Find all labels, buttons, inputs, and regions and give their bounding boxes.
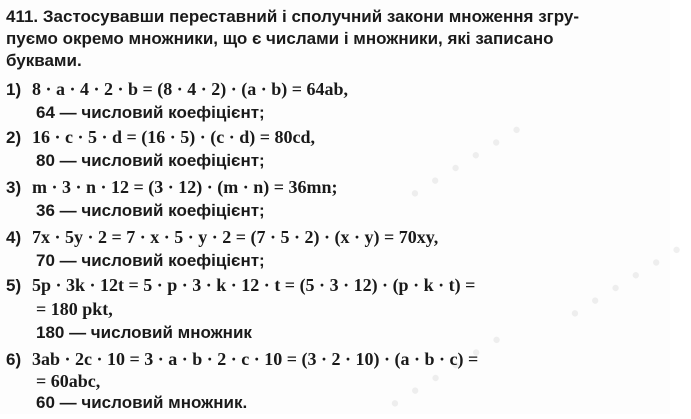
item-expression: 7x · 5y · 2 = 7 · x · 5 · y · 2 = (7 · 5 · 2) · (x · y) = 70xy, (32, 227, 439, 247)
problem-statement-line-1 (6, 6, 579, 28)
item-3-note: 36 — числовий коефіцієнт; (36, 201, 265, 220)
problem-text: Застосувавши переставний і сполучний закони множення згру- (42, 7, 579, 26)
item-6-continuation: = 60abc, (36, 371, 101, 391)
solution-item-1 (6, 78, 348, 101)
item-label: 5) (6, 276, 22, 295)
item-label: 4) (6, 228, 22, 247)
item-expression: 16 · c · 5 · d = (16 · 5) · (c · d) = 80cd, (32, 127, 316, 147)
item-label: 3) (6, 178, 22, 197)
item-expression: 8 · a · 4 · 2 · b = (8 · 4 · 2) · (a · b) = 64ab, (32, 79, 349, 99)
watermark: • • • • • • (563, 236, 691, 329)
problem-statement-line-3: буквами. (6, 51, 82, 70)
item-1-note: 64 — числовий коефіцієнт; (36, 103, 265, 122)
solution-item-6 (6, 348, 478, 371)
item-5-continuation: = 180 pkt, (36, 299, 113, 319)
watermark: • • • • • • (403, 116, 532, 209)
solution-item-3 (6, 176, 338, 199)
item-expression: m · 3 · n · 12 = (3 · 12) · (m · n) = 36mn; (32, 177, 338, 197)
item-label: 6) (6, 350, 22, 369)
solution-item-5 (6, 274, 475, 297)
solution-item-4 (6, 226, 438, 249)
item-2-note: 80 — числовий коефіцієнт; (36, 151, 265, 170)
item-expression: 3ab · 2c · 10 = 3 · a · b · 2 · c · 10 = (3 · 2 · 10) · (a · b · c) = (32, 349, 479, 369)
item-label: 1) (6, 80, 22, 99)
item-5-note: 180 — числовий множник (36, 323, 252, 342)
item-label: 2) (6, 128, 22, 147)
item-4-note: 70 — числовий коефіцієнт; (36, 251, 265, 270)
solution-item-2 (6, 126, 315, 149)
item-6-note: 60 — числовий множник. (36, 393, 248, 412)
item-expression: 5p · 3k · 12t = 5 · p · 3 · k · 12 · t = (5 · 3 · 12) · (p · k · t) = (32, 275, 476, 295)
problem-number: 411. (6, 7, 39, 26)
watermark: • • • • • • (383, 326, 512, 419)
problem-statement-line-2: пуємо окремо множники, що є числами і множники, які записано (6, 29, 554, 48)
